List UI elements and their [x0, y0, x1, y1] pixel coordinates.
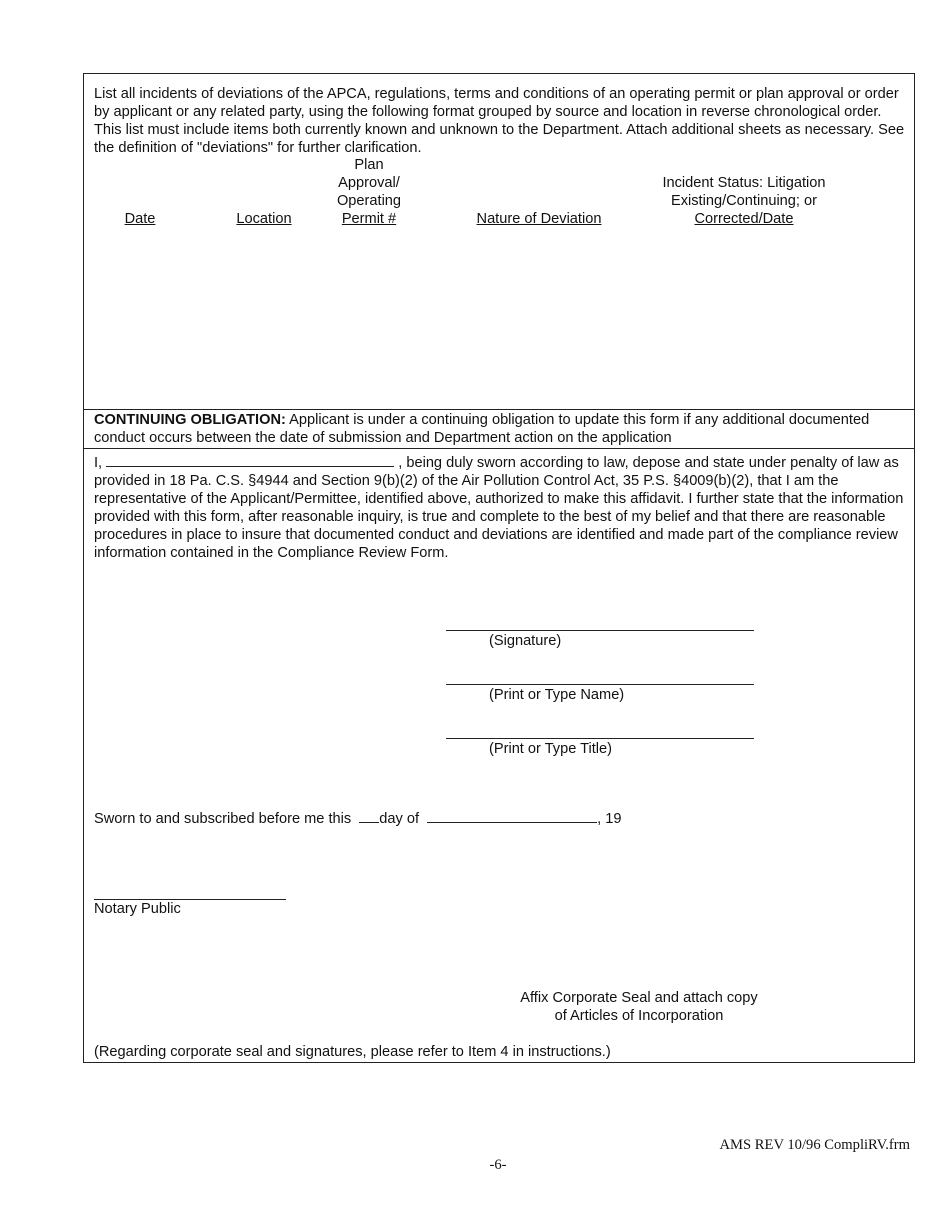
affidavit-text: I, , being duly sworn according to law, depose and state under penalty of law as provided in 18 Pa. C.S. §4944 and Section 9(b)(2) of the Air Pollution Control Act, 35 P.S. §4009(b)(2), that I am the representative of the Applicant/Permittee, identified above, authorized to make this affidavit. I further state that the information provided with this form, after reasonable inquiry, is true and complete to the best of my belief and that there are reasonable procedures in place to insure that documented conduct and deviations are identified and made part of the compliance review information contained in the Compliance Review Form.: [94, 455, 904, 561]
print-title-field[interactable]: [446, 738, 754, 739]
month-field[interactable]: [427, 810, 597, 823]
signature-label: (Signature): [489, 633, 562, 649]
column-header-incident-status: Incident Status: Litigation Existing/Continuing; or Corrected/Date: [662, 175, 826, 227]
column-header-date: Date: [124, 211, 156, 227]
form-revision: AMS REV 10/96 CompliRV.frm: [719, 1137, 910, 1153]
column-header-nature: Nature of Deviation: [476, 211, 602, 227]
notary-label: Notary Public: [94, 901, 181, 917]
print-title-label: (Print or Type Title): [489, 741, 613, 757]
signature-field[interactable]: [446, 630, 754, 631]
affiant-name-field[interactable]: [106, 454, 394, 467]
print-name-field[interactable]: [446, 684, 754, 685]
deviations-instructions: List all incidents of deviations of the APCA, regulations, terms and conditions of an operating permit or plan approval or order by applicant or any related party, using the following format grouped by source and location in reverse chronological order. This list must include items both currently known and unknown to the Department. Attach additional sheets as necessary. See the definition of "deviations" for further clarification.: [94, 86, 905, 156]
sworn-statement: Sworn to and subscribed before me this day of , 19: [94, 811, 622, 827]
seal-signature-instructions: (Regarding corporate seal and signatures, please refer to Item 4 in instructions.): [94, 1044, 611, 1060]
affidavit-section: [84, 449, 914, 1063]
column-header-permit: Plan Approval/ Operating Permit #: [336, 157, 402, 227]
corporate-seal-note: Affix Corporate Seal and attach copy of Articles of Incorporation: [520, 990, 758, 1024]
continuing-obligation-section: [84, 409, 914, 449]
page-number: -6-: [489, 1157, 507, 1173]
continuing-obligation-text: CONTINUING OBLIGATION: Applicant is under a continuing obligation to update this form if any additional documented conduct occurs between the date of submission and Department action on the application: [94, 412, 870, 446]
day-field[interactable]: [359, 810, 379, 823]
compliance-form-frame: [83, 73, 915, 1063]
deviations-section: [84, 74, 914, 410]
print-name-label: (Print or Type Name): [489, 687, 625, 703]
column-header-location: Location: [236, 211, 292, 227]
